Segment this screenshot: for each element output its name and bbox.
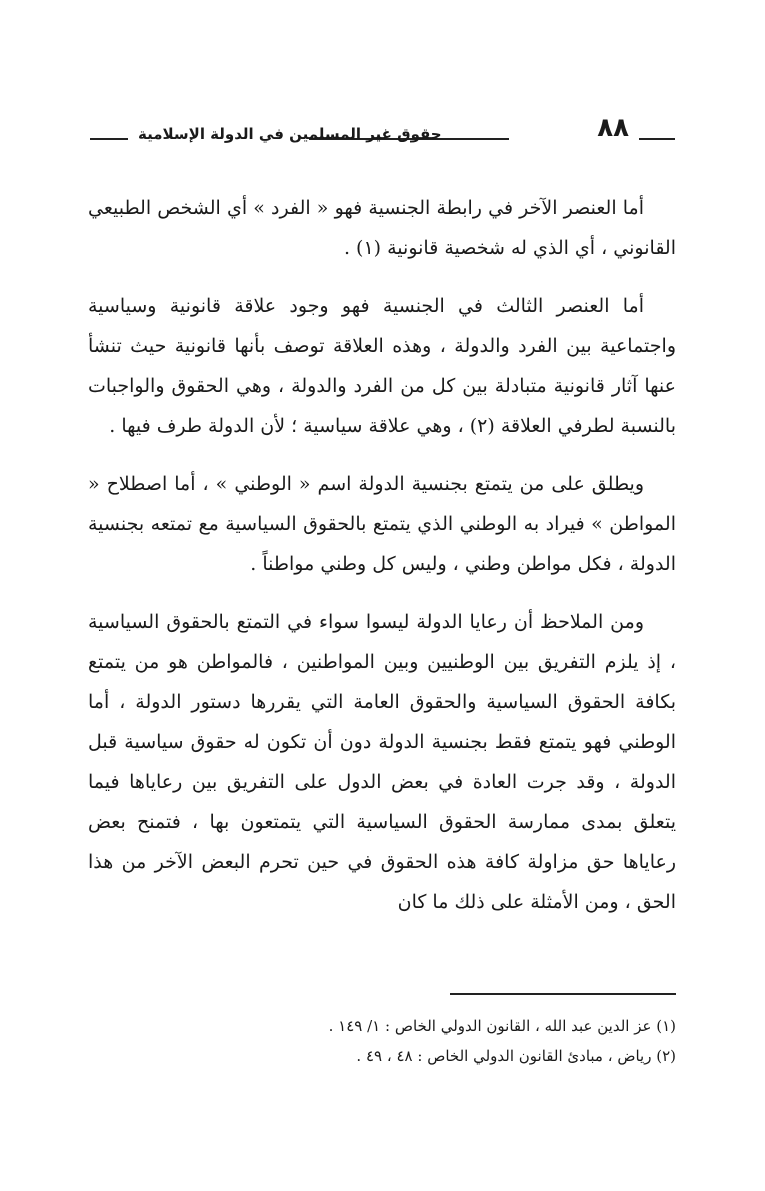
paragraph: أما العنصر الآخر في رابطة الجنسية فهو « الفرد » أي الشخص الطبيعي القانوني ، أي الذي له شخصية قانونية (١) . [88, 197, 676, 259]
body-text [88, 188, 676, 940]
footnote: (٢) رياض ، مبادئ القانون الدولي الخاص : ٤٨ ، ٤٩ . [356, 1047, 676, 1065]
page-number: ٨٨ [597, 113, 629, 143]
paragraph: ومن الملاحظ أن رعايا الدولة ليسوا سواء في التمتع بالحقوق السياسية ، إذ يلزم التفريق بين الوطنيين وبين المواطنين ، فالمواطن هو من يتمتع بكافة الحقوق السياسية والحقوق العامة التي يقررها دستور الدولة ، أما الوطني فهو يتمتع فقط بجنسية الدولة دون أن تكون له حقوق سياسية قبل الدولة ، وقد جرت العادة في بعض الدول على التفريق بين رعاياها فيما يتعلق بمدى ممارسة الحقوق السياسية التي يتمتعون بها ، فتمنح بعض رعاياها حق مزاولة كافة هذه الحقوق في حين تحرم البعض الآخر من هذا الحق ، ومن الأمثلة على ذلك ما كان [88, 611, 676, 913]
running-title: حقوق غير المسلمين في الدولة الإسلامية [138, 125, 442, 143]
running-header [90, 108, 675, 148]
footnote-separator [450, 993, 676, 995]
paragraph: أما العنصر الثالث في الجنسية فهو وجود علاقة قانونية وسياسية واجتماعية بين الفرد والدولة ، وهذه العلاقة توصف بأنها قانونية حيث تنشأ عنها آثار قانونية متبادلة بين كل من الفرد والدولة ، وهي الحقوق والواجبات بالنسبة لطرفي العلاقة (٢) ، وهي علاقة سياسية ؛ لأن الدولة طرف فيها . [88, 295, 676, 437]
footnote: (١) عز الدين عبد الله ، القانون الدولي الخاص : ١/ ١٤٩ . [328, 1017, 676, 1035]
header-rule [90, 138, 128, 140]
header-rule [639, 138, 675, 140]
paragraph: ويطلق على من يتمتع بجنسية الدولة اسم « الوطني » ، أما اصطلاح « المواطن » فيراد به الوطني الذي يتمتع بالحقوق السياسية مع تمتعه بجنسية الدولة ، فكل مواطن وطني ، وليس كل وطني مواطناً . [88, 473, 676, 575]
footnotes [88, 1011, 676, 1071]
